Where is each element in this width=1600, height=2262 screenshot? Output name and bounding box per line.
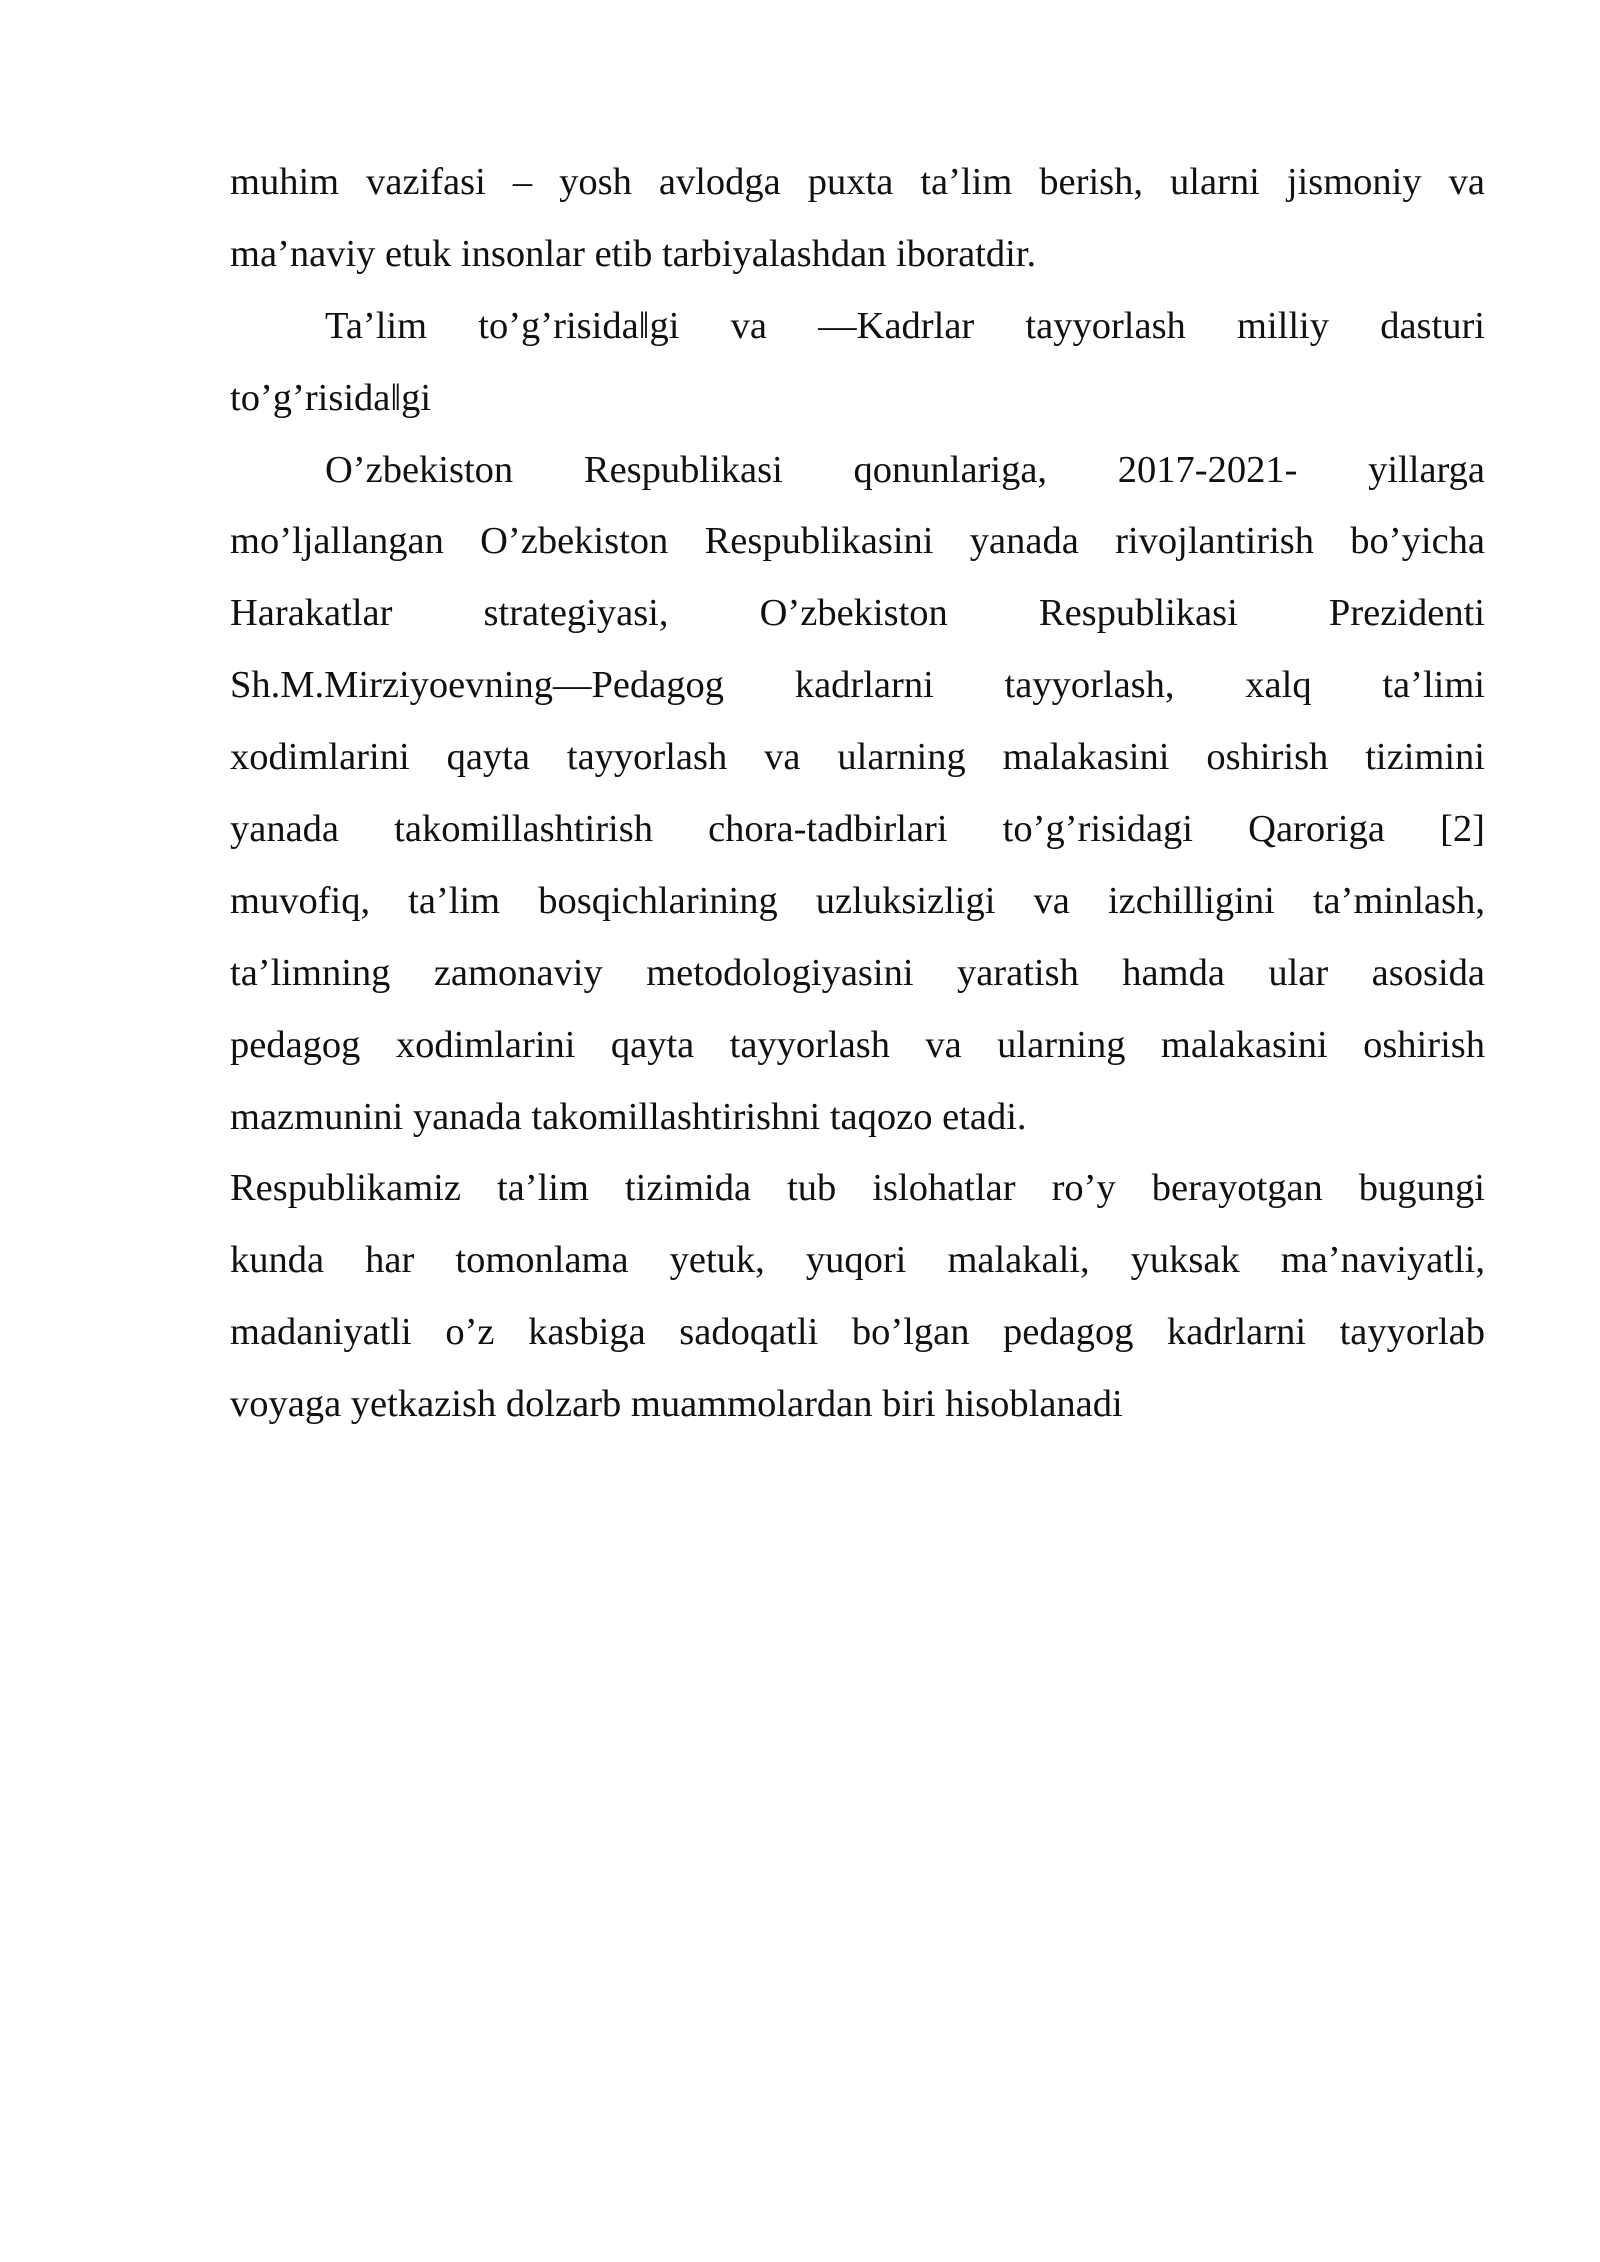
text-line: mo’ljallangan O’zbekiston Respublikasini yanada rivojlantirish bo’yicha [230,520,1485,563]
text-line: kunda har tomonlama yetuk, yuqori malakali, yuksak ma’naviyatli, [230,1239,1485,1282]
text-line: Sh.M.Mirziyoevning―Pedagog kadrlarni tayyorlash, xalq ta’limi [230,664,1485,707]
text-line: muhim vazifasi – yosh avlodga puxta ta’lim berish, ularni jismoniy va [230,161,1485,203]
text-line: Ta’lim to’g’risida‖gi va ―Kadrlar tayyorlash milliy dasturi [325,304,1485,347]
text-line: ta’limning zamonaviy metodologiyasini yaratish hamda ular asosida [230,951,1485,994]
text-line: to’g’risida‖gi [230,376,432,419]
text-line: mazmunini yanada takomillashtirishni taqozo etadi. [230,1095,1027,1138]
text-line: Respublikamiz ta’lim tizimida tub islohatlar ro’y berayotgan bugungi [230,1167,1485,1210]
text-line: ma’naviy etuk insonlar etib tarbiyalashdan iboratdir. [230,232,1037,275]
text-line: Harakatlar strategiyasi, O’zbekiston Respublikasi Prezidenti [230,592,1485,635]
body-text [230,147,1485,1441]
text-line: xodimlarini qayta tayyorlash va ularning malakasini oshirish tizimini [230,736,1485,779]
text-line: pedagog xodimlarini qayta tayyorlash va ularning malakasini oshirish [230,1023,1485,1066]
text-line: O’zbekiston Respublikasi qonunlariga, 2017-2021- yillarga [325,448,1485,491]
text-line: madaniyatli o’z kasbiga sadoqatli bo’lgan pedagog kadrlarni tayyorlab [230,1311,1485,1354]
text-line: yanada takomillashtirish chora-tadbirlari to’g’risidagi Qaroriga [2] [230,808,1485,851]
text-line: voyaga yetkazish dolzarb muammolardan biri hisoblanadi [230,1383,1123,1426]
text-line: muvofiq, ta’lim bosqichlarining uzluksizligi va izchilligini ta’minlash, [230,879,1485,922]
